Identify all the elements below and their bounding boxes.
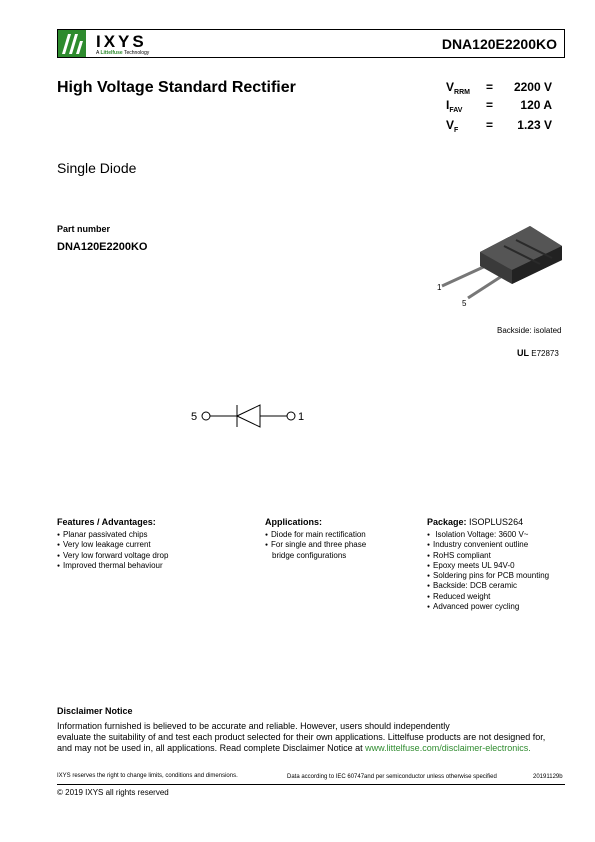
list-item: ● Very low leakage current [57, 540, 168, 550]
package-heading-label: Package: [427, 517, 467, 527]
brand-sub-a: A [96, 50, 100, 56]
schematic-pin-5: 5 [191, 411, 198, 423]
ul-certification [517, 348, 559, 358]
ixys-logo-icon [58, 30, 86, 57]
page-title: High Voltage Standard Rectifier [57, 79, 296, 96]
header-part-number: DNA120E2200KO [441, 36, 557, 52]
part-number-value: DNA120E2200KO [57, 241, 148, 253]
list-item: ● Backside: DCB ceramic [427, 581, 549, 591]
footer-standard-note: Data according to IEC 60747and per semiconductor unless otherwise specified [287, 774, 497, 780]
disclaimer-title: Disclaimer Notice [57, 706, 133, 716]
list-item: ● Epoxy meets UL 94V-0 [427, 561, 549, 571]
list-item: ● Planar passivated chips [57, 530, 168, 540]
isolation-value: 3600 [498, 530, 517, 539]
list-item: ● For single and three phase [265, 540, 366, 550]
ul-file-number: E72873 [531, 349, 559, 358]
spec-symbol-vf: $V_F$ [446, 118, 459, 134]
backside-note: Backside: isolated [497, 326, 562, 335]
part-number-label: Part number [57, 224, 111, 234]
package-name: ISOPLUS264 [469, 517, 524, 527]
applications-heading: Applications: [265, 517, 323, 527]
diode-schematic-icon [186, 402, 306, 432]
list-item: ● RoHS compliant [427, 551, 549, 561]
list-item: ● Advanced power cycling [427, 602, 549, 612]
package-pin-1-label: 1 [437, 283, 442, 292]
footer-revision: 20191129b [533, 774, 563, 780]
disclaimer-body [57, 721, 567, 754]
list-item-isolation [427, 530, 549, 540]
package-pin-5-label: 5 [462, 299, 467, 308]
applications-list [265, 530, 366, 561]
footer-rights-note: IXYS reserves the right to change limits, conditions and dimensions. [57, 773, 238, 779]
spec-eq-vrrm: = [486, 80, 494, 94]
device-configuration: Single Diode [57, 160, 137, 176]
spec-value-vf: 1.23 V [517, 118, 552, 132]
disclaimer-line-2: evaluate the suitability of and test each product selected for their own applications. Littelfuse products are not designed for, [57, 732, 546, 742]
disclaimer-line-3 [57, 743, 567, 754]
disclaimer-line-1: Information furnished is believed to be accurate and reliable. However, users should independently [57, 721, 450, 731]
ul-logo-icon: UL [517, 348, 529, 358]
spec-value-ifav: 120 A [520, 98, 552, 112]
features-list [57, 530, 168, 571]
brand-subtitle [96, 50, 149, 56]
spec-eq-vf: = [486, 118, 494, 132]
spec-value-vrrm: 2200 V [513, 80, 552, 94]
list-item: ● Reduced weight [427, 592, 549, 602]
brand-name: IXYS [96, 32, 147, 51]
disclaimer-line-3-text: and may not be used in, all applications. Read complete Disclaimer Notice at [57, 743, 366, 753]
spec-symbol-ifav: $I_{FAV}$ [446, 98, 463, 114]
brand-sub-technology: Technology [124, 50, 150, 56]
spec-eq-ifav: = [486, 98, 494, 112]
features-heading: Features / Advantages: [57, 517, 156, 527]
list-item: ● Improved thermal behaviour [57, 561, 168, 571]
isolation-label: Isolation Voltage: [435, 530, 497, 539]
list-item: ● Soldering pins for PCB mounting [427, 571, 549, 581]
list-item: ● Very low forward voltage drop [57, 551, 168, 561]
list-item: ● Industry convenient outline [427, 540, 549, 550]
disclaimer-link[interactable]: www.littelfuse.com/disclaimer-electronics. [365, 743, 531, 753]
footer-divider [57, 784, 565, 785]
schematic-pin-1: 1 [298, 411, 305, 423]
list-item-continuation: bridge configurations [272, 550, 347, 560]
package-list [427, 530, 549, 612]
package-drawing-icon [430, 222, 570, 312]
header-bar [57, 29, 565, 58]
spec-symbol-vrrm: $V_{RRM}$ [446, 80, 470, 96]
package-heading [427, 517, 523, 527]
brand-sub-littelfuse: Littelfuse [100, 50, 123, 56]
copyright: © 2019 IXYS all rights reserved [57, 788, 169, 797]
list-item: ● Diode for main rectification [265, 530, 366, 540]
isolation-unit: V~ [518, 530, 529, 539]
